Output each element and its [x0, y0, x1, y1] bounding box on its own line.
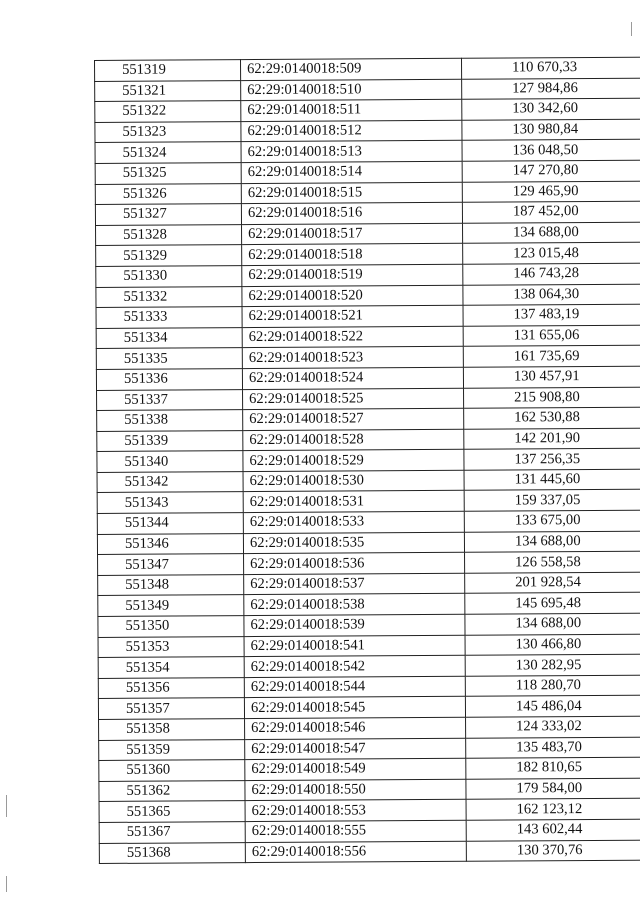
- table-row: [98, 634, 640, 658]
- cadastral-number-cell: 62:29:0140018:535: [243, 532, 464, 554]
- cadastral-number-cell: 62:29:0140018:510: [241, 79, 462, 101]
- table-row: [95, 139, 640, 163]
- cadastral-number-cell: 62:29:0140018:512: [241, 120, 462, 142]
- cadastral-value-cell: 130 370,76: [466, 840, 640, 862]
- table-row: [98, 654, 640, 678]
- cadastral-number-cell: 62:29:0140018:533: [243, 511, 464, 533]
- table-row: [96, 345, 640, 369]
- parcel-id-cell: 551332: [96, 286, 242, 307]
- cadastral-number-cell: 62:29:0140018:509: [241, 58, 462, 80]
- parcel-id-cell: 551330: [96, 266, 242, 287]
- table-row: [98, 572, 640, 596]
- cadastral-number-cell: 62:29:0140018:524: [242, 367, 463, 389]
- cadastral-value-cell: 134 688,00: [463, 222, 640, 244]
- table-row: [97, 407, 640, 431]
- parcel-id-cell: 551365: [99, 801, 245, 822]
- cadastral-value-cell: 130 980,84: [462, 119, 640, 141]
- parcel-id-cell: 551339: [97, 430, 243, 451]
- parcel-id-cell: 551348: [98, 574, 244, 595]
- parcel-id-cell: 551329: [96, 245, 242, 266]
- parcel-id-cell: 551359: [99, 739, 245, 760]
- parcel-id-cell: 551325: [95, 163, 241, 184]
- scan-artifact-left: [6, 795, 7, 817]
- table-row: [97, 469, 640, 493]
- cadastral-value-cell: 130 282,95: [465, 654, 640, 676]
- table-row: [96, 242, 640, 266]
- parcel-id-cell: 551354: [98, 657, 244, 678]
- parcel-id-cell: 551334: [96, 327, 242, 348]
- cadastral-value-cell: 129 465,90: [462, 181, 640, 203]
- cadastral-value-cell: 110 670,33: [461, 57, 640, 79]
- cadastral-number-cell: 62:29:0140018:517: [242, 223, 463, 245]
- cadastral-value-cell: 126 558,58: [465, 551, 640, 573]
- parcel-id-cell: 551326: [95, 183, 241, 204]
- parcel-id-cell: 551362: [99, 780, 245, 801]
- parcel-id-cell: 551324: [95, 142, 241, 163]
- table-row: [97, 448, 640, 472]
- table-row: [98, 592, 640, 616]
- parcel-id-cell: 551349: [98, 595, 244, 616]
- table-row: [97, 428, 640, 452]
- parcel-id-cell: 551367: [99, 822, 245, 843]
- table-row: [99, 737, 640, 761]
- cadastral-value-cell: 146 743,28: [463, 263, 640, 285]
- cadastral-value-cell: 145 695,48: [465, 592, 640, 614]
- cadastral-number-cell: 62:29:0140018:529: [243, 450, 464, 472]
- table-row: [95, 181, 640, 205]
- parcel-id-cell: 551322: [95, 101, 241, 122]
- table-row: [98, 675, 640, 699]
- cadastral-number-cell: 62:29:0140018:519: [242, 264, 463, 286]
- table-row: [97, 386, 640, 410]
- cadastral-value-cell: 137 483,19: [463, 304, 640, 326]
- parcel-id-cell: 551335: [96, 348, 242, 369]
- cadastral-number-cell: 62:29:0140018:553: [245, 800, 466, 822]
- cadastral-value-cell: 124 333,02: [466, 716, 640, 738]
- parcel-id-cell: 551328: [96, 224, 242, 245]
- cadastral-value-cell: 130 342,60: [462, 98, 640, 120]
- cadastral-number-cell: 62:29:0140018:515: [241, 182, 462, 204]
- cadastral-value-cell: 215 908,80: [464, 386, 640, 408]
- cadastral-number-cell: 62:29:0140018:530: [243, 470, 464, 492]
- parcel-id-cell: 551356: [98, 677, 244, 698]
- table-row: [98, 551, 640, 575]
- parcel-id-cell: 551350: [98, 616, 244, 637]
- cadastral-value-cell: 201 928,54: [465, 572, 640, 594]
- table-row: [98, 613, 640, 637]
- cadastral-value-cell: 147 270,80: [462, 160, 640, 182]
- cadastral-number-cell: 62:29:0140018:523: [242, 347, 463, 369]
- table-row: [99, 798, 640, 822]
- cadastral-number-cell: 62:29:0140018:531: [243, 491, 464, 513]
- parcel-id-cell: 551343: [97, 492, 243, 513]
- parcel-id-cell: 551342: [97, 471, 243, 492]
- cadastral-number-cell: 62:29:0140018:527: [243, 408, 464, 430]
- table-row: [95, 119, 640, 143]
- table-row: [96, 222, 640, 246]
- cadastral-number-cell: 62:29:0140018:555: [245, 820, 466, 842]
- table-row: [97, 489, 640, 513]
- table-row: [99, 757, 640, 781]
- parcel-id-cell: 551353: [98, 636, 244, 657]
- parcel-id-cell: 551338: [97, 410, 243, 431]
- cadastral-number-cell: 62:29:0140018:511: [241, 99, 462, 121]
- cadastral-number-cell: 62:29:0140018:556: [245, 841, 466, 863]
- cadastral-value-cell: 137 256,35: [464, 448, 640, 470]
- cadastral-value-cell: 143 602,44: [466, 819, 640, 841]
- cadastral-number-cell: 62:29:0140018:536: [244, 552, 465, 574]
- parcel-id-cell: 551368: [99, 842, 245, 863]
- cadastral-value-cell: 135 483,70: [466, 737, 640, 759]
- table-row: [99, 716, 640, 740]
- cadastral-value-cell: 130 466,80: [465, 634, 640, 656]
- cadastral-value-cell: 162 123,12: [466, 798, 640, 820]
- table-row: [97, 510, 640, 534]
- cadastral-number-cell: 62:29:0140018:542: [244, 655, 465, 677]
- table-body: [95, 57, 640, 864]
- cadastral-value-cell: 118 280,70: [465, 675, 640, 697]
- parcel-id-cell: 551360: [99, 760, 245, 781]
- parcel-id-cell: 551333: [96, 307, 242, 328]
- table-row: [96, 263, 640, 287]
- table-row: [95, 160, 640, 184]
- cadastral-value-cell: 159 337,05: [464, 489, 640, 511]
- cadastral-number-cell: 62:29:0140018:514: [241, 161, 462, 183]
- cadastral-number-cell: 62:29:0140018:547: [245, 738, 466, 760]
- cadastral-value-cell: 133 675,00: [464, 510, 640, 532]
- cadastral-number-cell: 62:29:0140018:550: [245, 779, 466, 801]
- cadastral-number-cell: 62:29:0140018:539: [244, 614, 465, 636]
- parcel-id-cell: 551347: [98, 554, 244, 575]
- cadastral-value-cell: 161 735,69: [463, 345, 640, 367]
- table-row: [99, 819, 640, 843]
- parcel-id-cell: 551337: [97, 389, 243, 410]
- table-row: [99, 840, 640, 864]
- table-row: [97, 531, 640, 555]
- cadastral-number-cell: 62:29:0140018:520: [242, 285, 463, 307]
- parcel-id-cell: 551346: [97, 533, 243, 554]
- cadastral-number-cell: 62:29:0140018:549: [245, 758, 466, 780]
- cadastral-value-cell: 138 064,30: [463, 283, 640, 305]
- table-row: [96, 366, 640, 390]
- cadastral-number-cell: 62:29:0140018:546: [245, 717, 466, 739]
- cadastral-number-cell: 62:29:0140018:538: [244, 594, 465, 616]
- cadastral-value-cell: 131 655,06: [463, 325, 640, 347]
- cadastral-number-cell: 62:29:0140018:545: [244, 697, 465, 719]
- parcel-id-cell: 551344: [97, 513, 243, 534]
- parcel-id-cell: 551336: [96, 369, 242, 390]
- cadastral-number-cell: 62:29:0140018:521: [242, 305, 463, 327]
- cadastral-number-cell: 62:29:0140018:541: [244, 635, 465, 657]
- parcel-id-cell: 551327: [95, 204, 241, 225]
- cadastral-value-cell: 123 015,48: [463, 242, 640, 264]
- table-row: [96, 304, 640, 328]
- cadastral-number-cell: 62:29:0140018:525: [243, 388, 464, 410]
- cadastral-value-cell: 179 584,00: [466, 778, 640, 800]
- cadastral-value-cell: 187 452,00: [462, 201, 640, 223]
- table-row: [99, 778, 640, 802]
- cadastral-value-cell: 142 201,90: [464, 428, 640, 450]
- cadastral-value-table: [94, 56, 640, 864]
- table-row: [96, 283, 640, 307]
- cadastral-number-cell: 62:29:0140018:522: [242, 326, 463, 348]
- cadastral-value-cell: 134 688,00: [465, 613, 640, 635]
- cadastral-value-cell: 162 530,88: [464, 407, 640, 429]
- cadastral-number-cell: 62:29:0140018:528: [243, 429, 464, 451]
- parcel-id-cell: 551319: [95, 60, 241, 81]
- table-row: [96, 325, 640, 349]
- cadastral-value-cell: 131 445,60: [464, 469, 640, 491]
- scan-artifact-top-right: [631, 22, 632, 36]
- cadastral-value-cell: 127 984,86: [462, 78, 640, 100]
- parcel-id-cell: 551323: [95, 121, 241, 142]
- cadastral-number-cell: 62:29:0140018:513: [241, 141, 462, 163]
- cadastral-number-cell: 62:29:0140018:544: [244, 676, 465, 698]
- parcel-id-cell: 551358: [99, 719, 245, 740]
- parcel-id-cell: 551321: [95, 80, 241, 101]
- parcel-id-cell: 551357: [98, 698, 244, 719]
- table-row: [98, 695, 640, 719]
- cadastral-number-cell: 62:29:0140018:537: [244, 573, 465, 595]
- parcel-id-cell: 551340: [97, 451, 243, 472]
- cadastral-number-cell: 62:29:0140018:516: [241, 202, 462, 224]
- cadastral-value-cell: 182 810,65: [466, 757, 640, 779]
- cadastral-value-cell: 134 688,00: [464, 531, 640, 553]
- table-row: [95, 201, 640, 225]
- scan-artifact-left-bottom: [6, 876, 7, 892]
- cadastral-value-cell: 130 457,91: [463, 366, 640, 388]
- cadastral-number-cell: 62:29:0140018:518: [242, 244, 463, 266]
- cadastral-value-cell: 145 486,04: [465, 695, 640, 717]
- cadastral-value-cell: 136 048,50: [462, 139, 640, 161]
